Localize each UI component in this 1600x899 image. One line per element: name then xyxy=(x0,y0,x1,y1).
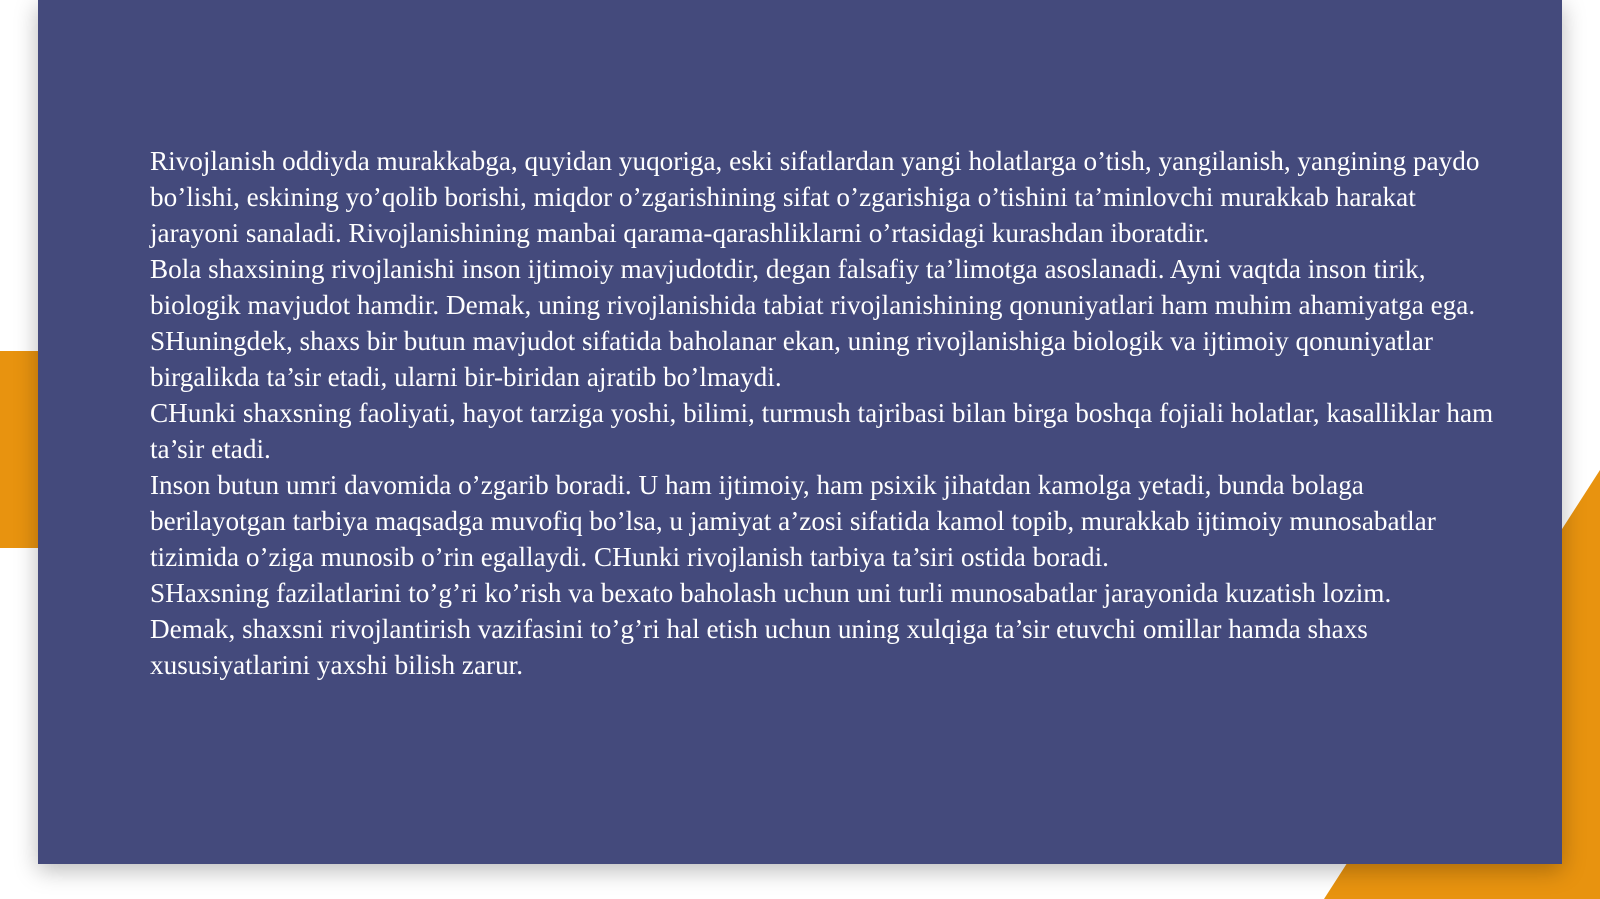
paragraph-child-personality: Bola shaxsining rivojlanishi inson ijtimoiy mavjudotdir, degan falsafiy ta’limotga asoslanadi. Ayni vaqtda inson tirik, biologik mavjudot hamdir. Demak, uning rivojlanishida tabiat rivojlanishining qonuniyatlari ham muhim ahamiyatga ega. SHuningdek, shaxs bir butun mavjudot sifatida baholanar ekan, uning rivojlanishiga biologik va ijtimoiy qonuniyatlar birgalikda ta’sir etadi, ularni bir-biridan ajratib bo’lmaydi. xyxy=(150,254,1476,392)
paragraph-activity-factors: CHunki shaxsning faoliyati, hayot tarziga yoshi, bilimi, turmush tajribasi bilan birga boshqa fojiali holatlar, kasalliklar ham ta’sir etadi. xyxy=(150,398,1494,464)
paragraph-development-definition: Rivojlanish oddiyda murakkabga, quyidan yuqoriga, eski sifatlardan yangi holatlarga o’tish, yangilanish, yangining paydo bo’lishi, eskining yo’qolib borishi, miqdor o’zgarishining sifat o’zgarishiga o’tishini ta’minlovchi murakkab harakat jarayoni sanaladi. Rivojlanishining manbai qarama-qarashliklarni o’rtasidagi kurashdan iboratdir. xyxy=(150,146,1480,248)
slide-body-text xyxy=(150,143,1500,683)
paragraph-observation: SHaxsning fazilatlarini to’g’ri ko’rish va bexato baholash uchun uni turli munosabatlar jarayonida kuzatish lozim. xyxy=(150,578,1392,608)
paragraph-lifelong-change: Inson butun umri davomida o’zgarib boradi. U ham ijtimoiy, ham psixik jihatdan kamolga yetadi, bunda bolaga berilayotgan tarbiya maqsadga muvofiq bo’lsa, u jamiyat a’zosi sifatida kamol topib, murakkab ijtimoiy munosabatlar tizimida o’ziga munosib o’rin egallaydi. CHunki rivojlanish tarbiya ta’siri ostida boradi. xyxy=(150,470,1436,572)
paragraph-conclusion: Demak, shaxsni rivojlantirish vazifasini to’g’ri hal etish uchun uning xulqiga ta’sir etuvchi omillar hamda shaxs xususiyatlarini yaxshi bilish zarur. xyxy=(150,614,1368,680)
